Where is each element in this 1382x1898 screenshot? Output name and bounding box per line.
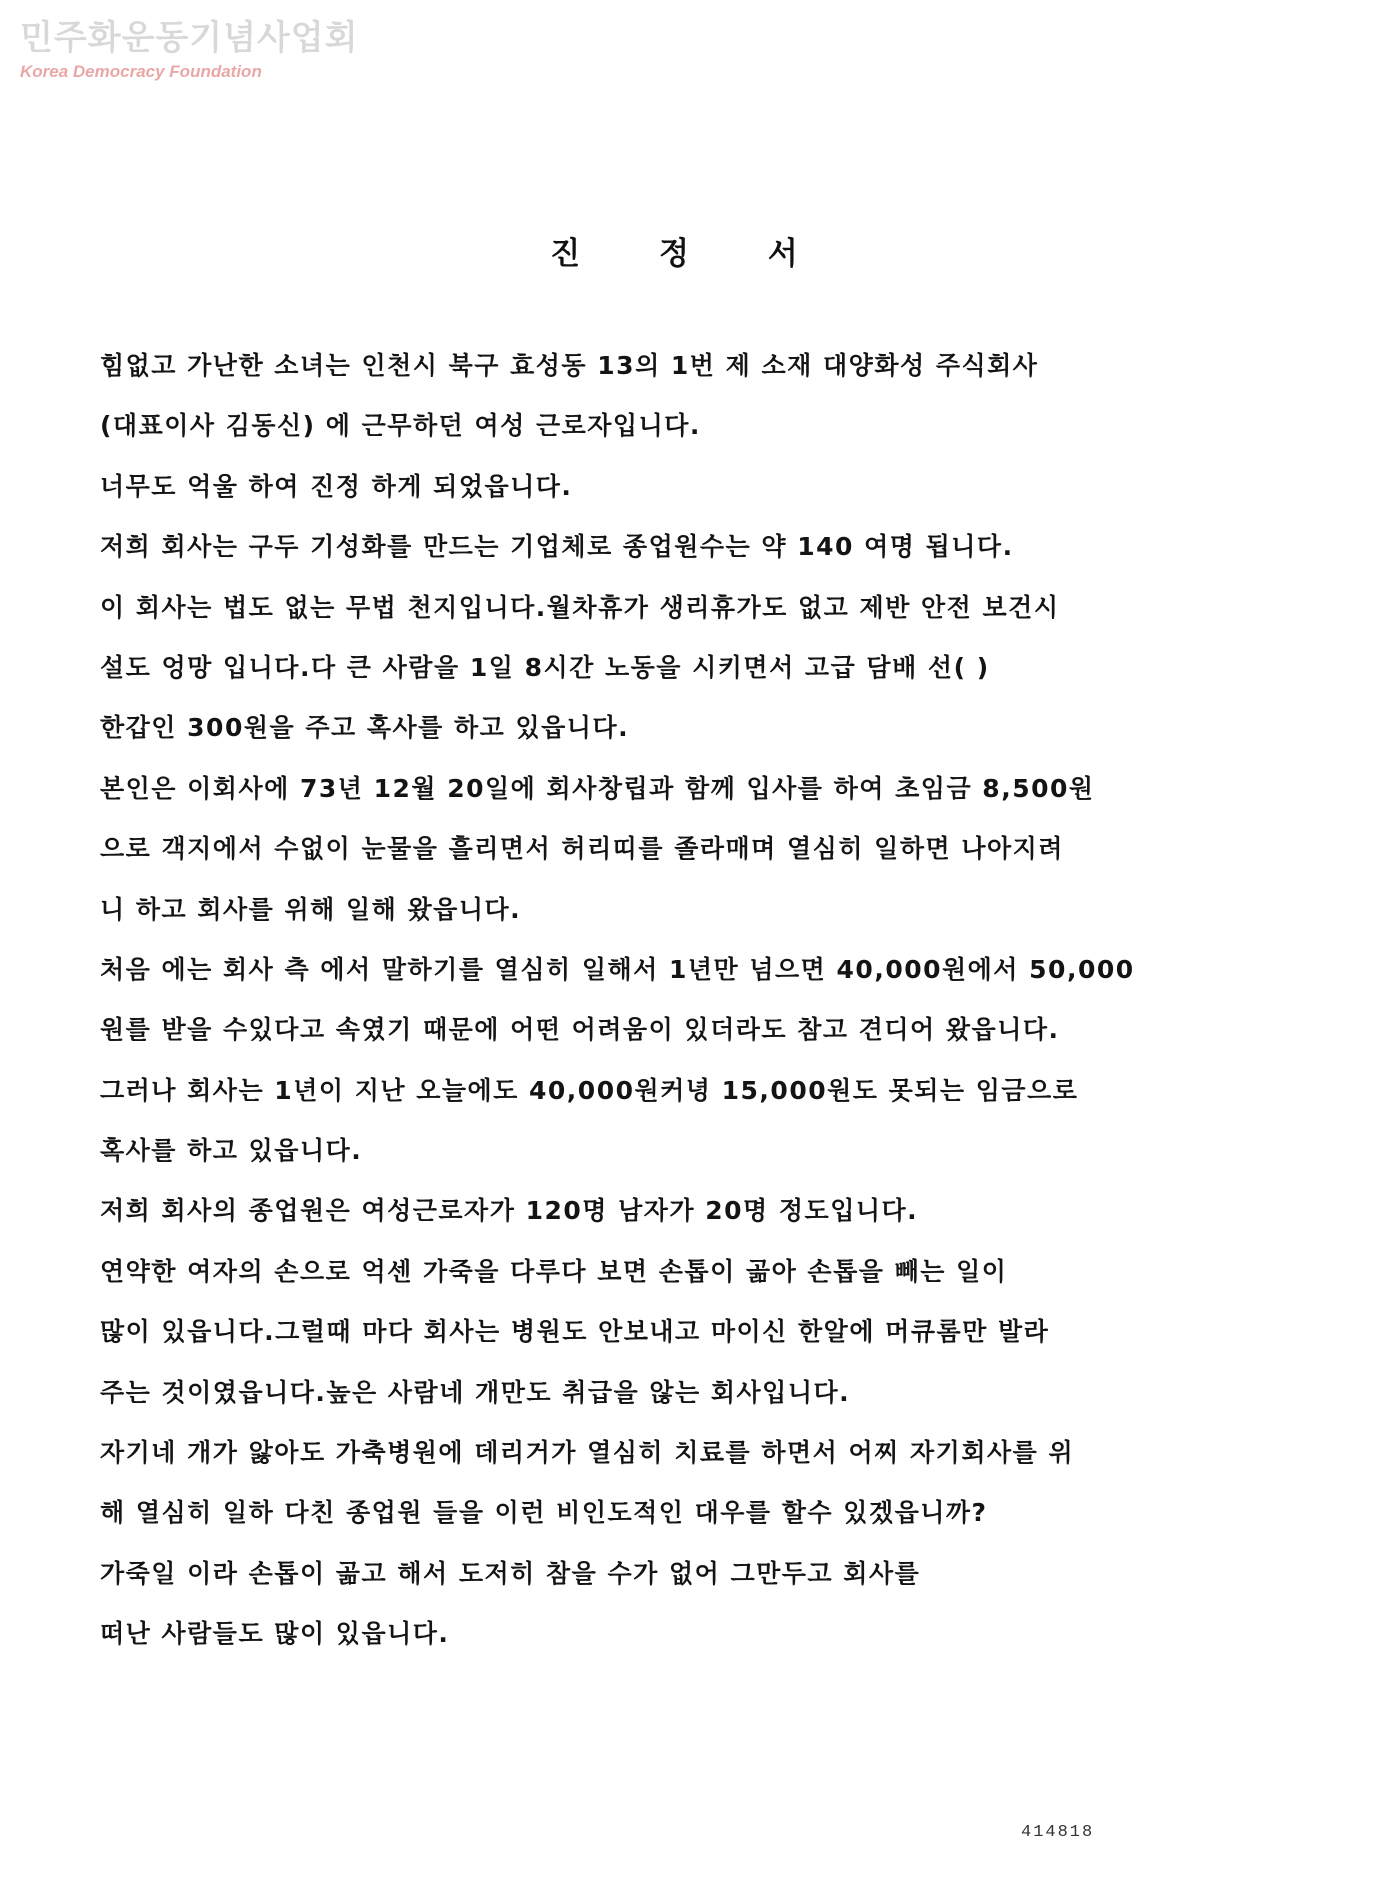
body-line: 이 회사는 법도 없는 무법 천지입니다.월차휴가 생리휴가도 없고 제반 안전 보건시	[100, 592, 1060, 622]
body-line: 힘없고 가난한 소녀는 인천시 북구 효성동 13의 1번 제 소재 대양화성 주식회사	[100, 351, 1039, 380]
document-title: 진 정 서	[550, 236, 832, 272]
body-line: 주는 것이였읍니다.높은 사람네 개만도 취급을 않는 회사입니다.	[100, 1377, 851, 1407]
document-body	[100, 348, 1300, 1677]
body-line: 저희 회사는 구두 기성화를 만드는 기업체로 종업원수는 약 140 여명 됩니다.	[100, 532, 1014, 562]
body-line: 처음 에는 회사 측 에서 말하기를 열심히 일해서 1년만 넘으면 40,000원에서 50,000	[100, 954, 1135, 984]
body-line: 해 열심히 일하 다친 종업원 들을 이런 비인도적인 대우를 할수 있겠읍니까?	[100, 1498, 988, 1528]
archive-number: 414818	[1021, 1823, 1095, 1842]
body-line: 그러나 회사는 1년이 지난 오늘에도 40,000원커녕 15,000원도 못되는 임금으로	[100, 1075, 1079, 1105]
watermark-english-text: Korea Democracy Foundation	[20, 62, 262, 81]
body-line: 혹사를 하고 있읍니다.	[100, 1136, 363, 1166]
body-line: 본인은 이회사에 73년 12월 20일에 회사창립과 함께 입사를 하여 초임금 8,500원	[100, 773, 1095, 803]
body-line: 설도 엉망 입니다.다 큰 사람을 1일 8시간 노동을 시키면서 고급 담배 선( )	[100, 652, 990, 682]
body-line: 한갑인 300원을 주고 혹사를 하고 있읍니다.	[100, 713, 630, 743]
body-line: 저희 회사의 종업원은 여성근로자가 120명 남자가 20명 정도입니다.	[100, 1196, 919, 1226]
body-line: (대표이사 김동신) 에 근무하던 여성 근로자입니다.	[100, 411, 701, 441]
body-line: 많이 있읍니다.그럴때 마다 회사는 병원도 안보내고 마이신 한알에 머큐롬만 발라	[100, 1317, 1050, 1347]
body-line: 연약한 여자의 손으로 억센 가죽을 다루다 보면 손톱이 곪아 손톱을 빼는 일이	[100, 1256, 1008, 1286]
body-line: 너무도 억울 하여 진정 하게 되었읍니다.	[100, 471, 573, 501]
body-line: 자기네 개가 앓아도 가축병원에 데리거가 열심히 치료를 하면서 어찌 자기회사를 위	[100, 1438, 1075, 1468]
body-line: 으로 객지에서 수없이 눈물을 흘리면서 허리띠를 졸라매며 열심히 일하면 나아지려	[100, 834, 1064, 864]
watermark-logo	[20, 18, 358, 82]
watermark-korean-text: 민주화운동기념사업회	[20, 18, 359, 58]
body-line: 원를 받을 수있다고 속였기 때문에 어떤 어려움이 있더라도 참고 견디어 왔읍니다.	[100, 1015, 1060, 1045]
body-line: 니 하고 회사를 위해 일해 왔읍니다.	[100, 894, 522, 924]
body-line: 떠난 사람들도 많이 있읍니다.	[100, 1619, 450, 1649]
body-line: 가죽일 이라 손톱이 곪고 해서 도저히 참을 수가 없어 그만두고 회사를	[100, 1558, 921, 1588]
